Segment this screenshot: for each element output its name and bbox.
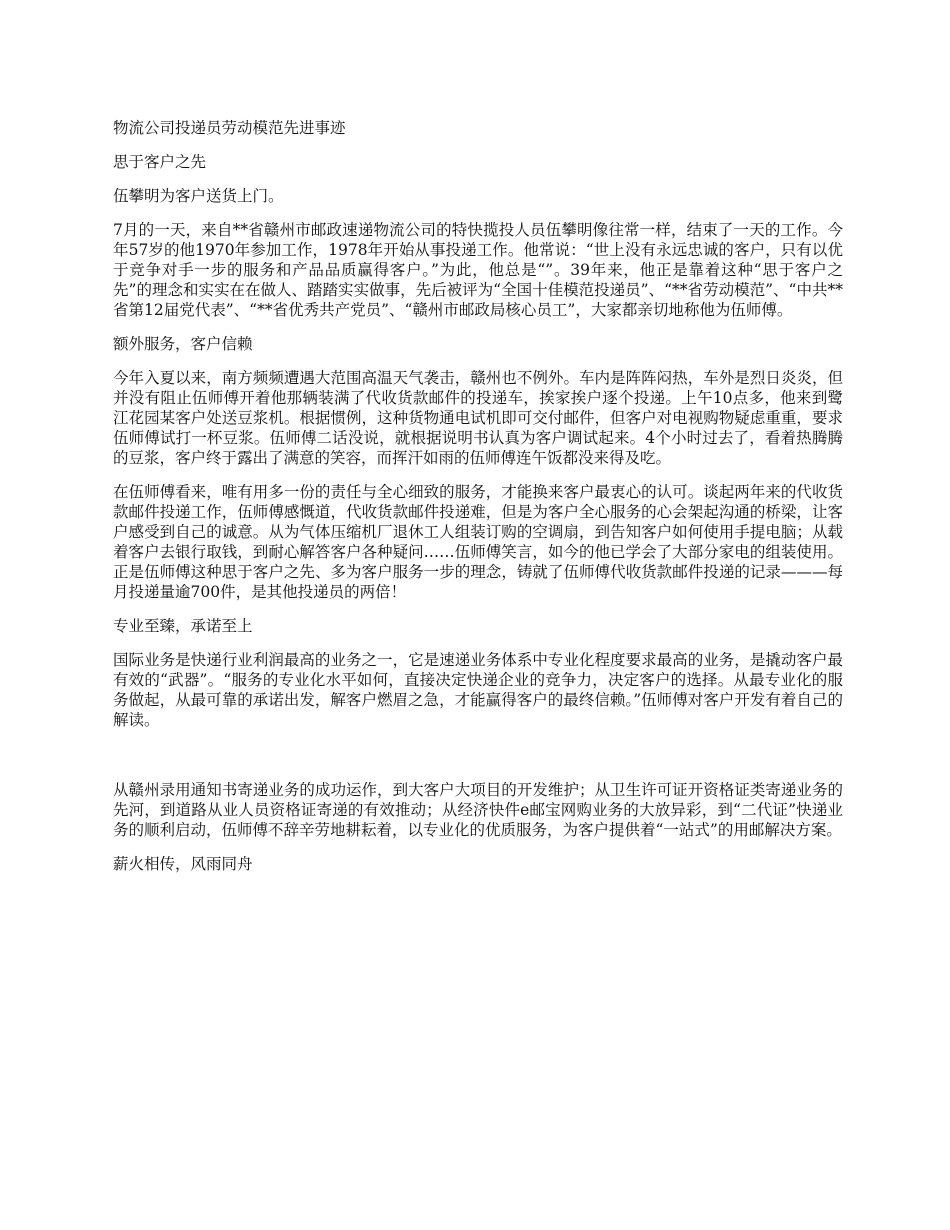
- section-heading-4: 薪火相传，风雨同舟: [113, 855, 253, 873]
- paragraph-2: 今年入夏以来，南方频频遭遇大范围高温天气袭击，赣州也不例外。车内是阵阵闷热，车外是烈日炎炎，但并没有阻止伍师傅开着他那辆装满了代收货款邮件的投递车，挨家挨户逐个投递。上午10点多，他来到鹭江花园某客户处送豆浆机。根据惯例，这种货物通电试机即可交付邮件，但客户对电视购物疑虑重重，要求伍师傅试打一杯豆浆。伍师傅二话没说，就根据说明书认真为客户调试起来。4个小时过去了，看着热腾腾的豆浆，客户终于露出了满意的笑容，而挥汗如雨的伍师傅连午饭都没来得及吃。: [113, 369, 843, 467]
- document-title: 物流公司投递员劳动模范先进事迹: [113, 119, 346, 137]
- paragraph-5: 从赣州录用通知书寄递业务的成功运作，到大客户大项目的开发维护；从卫生许可证开资格证类寄递业务的先河，到道路从业人员资格证寄递的有效推动；从经济快件e邮宝网购业务的大放异彩，到“二代证”快递业务的顺利启动，伍师傅不辞辛劳地耕耘着，以专业化的优质服务，为客户提供着“一站式”的用邮解决方案。: [113, 781, 843, 839]
- intro-line: 伍攀明为客户送货上门。: [113, 187, 284, 205]
- blank-gap: [113, 744, 843, 780]
- section-heading-1: 思于客户之先: [113, 153, 207, 171]
- paragraph-1: 7月的一天，来自**省赣州市邮政速递物流公司的特快揽投人员伍攀明像往常一样，结束了一天的工作。今年57岁的他1970年参加工作，1978年开始从事投递工作。他常说：“世上没有永远忠诚的客户，只有以优于竞争对手一步的服务和产品品质赢得客户。”为此，他总是“”。39年来，他正是靠着这种“思于客户之先”的理念和实实在在做人、踏踏实实做事，先后被评为“全国十佳模范投递员”、“**省劳动模范”、“中共**省第12届党代表”、“**省优秀共产党员”、“赣州市邮政局核心员工”，大家都亲切地称他为伍师傅。: [113, 221, 843, 319]
- section-heading-3: 专业至臻，承诺至上: [113, 617, 253, 635]
- paragraph-3: 在伍师傅看来，唯有用多一份的责任与全心细致的服务，才能换来客户最衷心的认可。谈起两年来的代收货款邮件投递工作，伍师傅感慨道，代收货款邮件投递难，但是为客户全心服务的心会架起沟通的桥梁，让客户感受到自己的诚意。从为气体压缩机厂退休工人组装订购的空调扇，到告知客户如何使用手提电脑；从载着客户去银行取钱，到耐心解答客户各种疑问……伍师傅笑言，如今的他已学会了大部分家电的组装使用。正是伍师傅这种思于客户之先、多为客户服务一步的理念，铸就了伍师傅代收货款邮件投递的记录———每月投递量逾700件，是其他投递员的两倍！: [113, 483, 843, 601]
- paragraph-4: 国际业务是快递行业利润最高的业务之一，它是速递业务体系中专业化程度要求最高的业务，是撬动客户最有效的“武器”。“服务的专业化水平如何，直接决定快递企业的竞争力，决定客户的选择。从最专业化的服务做起，从最可靠的承诺出发，解客户燃眉之急，才能赢得客户的最终信赖。”伍师傅对客户开发有着自己的解读。: [113, 651, 843, 729]
- document-body: [113, 118, 843, 888]
- section-heading-2: 额外服务，客户信赖: [113, 335, 253, 353]
